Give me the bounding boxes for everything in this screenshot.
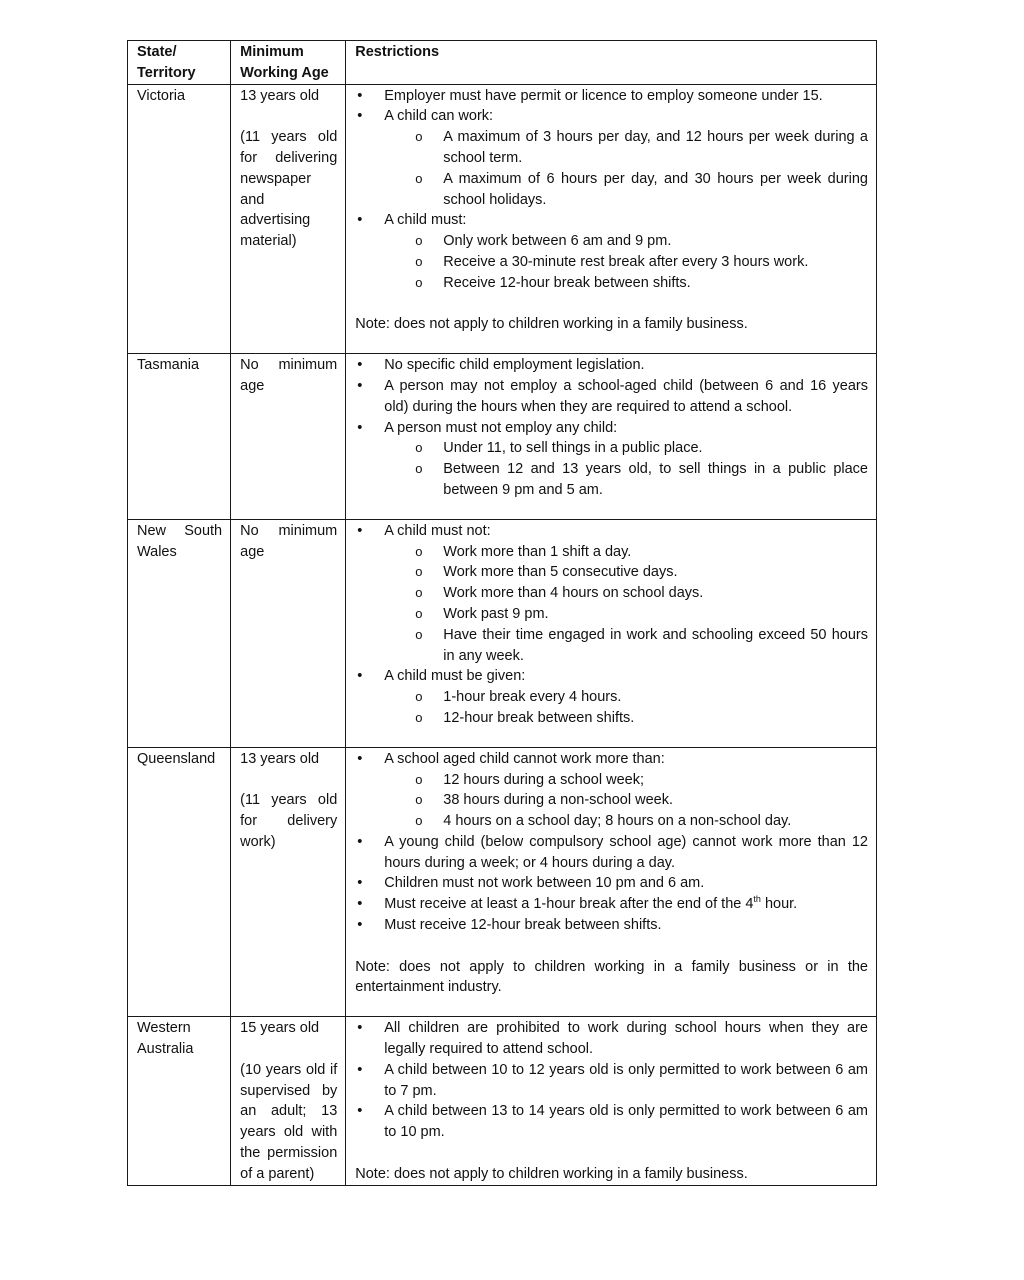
list-item: • Must receive 12-hour break between shifts. — [355, 915, 868, 936]
age-value: No minimum age — [240, 357, 338, 394]
sub-list — [384, 542, 868, 667]
list-item — [355, 894, 868, 915]
restrictions-cell — [346, 354, 877, 520]
table-row-queensland — [128, 747, 877, 1017]
table-row-tasmania — [128, 354, 877, 520]
list-item-text: hour. — [760, 896, 798, 913]
child-employment-table — [127, 40, 877, 1186]
age-value: No minimum age — [240, 522, 338, 560]
header-state: State/ Territory — [128, 41, 231, 85]
list-item-text: A child can work: — [384, 108, 494, 125]
sub-list-item: o Work more than 5 consecutive days. — [384, 562, 868, 583]
sub-list-item: o Have their time engaged in work and schooling exceed 50 hours in any week. — [384, 625, 868, 667]
sub-list — [384, 438, 868, 500]
age-note: (10 years old if supervised by an adult; 13 years old with the permission of a parent) — [240, 1061, 338, 1182]
sub-list-item: o Receive a 30-minute rest break after every 3 hours work. — [384, 252, 868, 273]
restrictions-cell — [346, 519, 877, 747]
age-value: 13 years old — [240, 750, 320, 767]
state-cell: Western Australia — [128, 1017, 231, 1185]
sub-list-item: o A maximum of 6 hours per day, and 30 hours per week during school holidays. — [384, 169, 868, 211]
sub-list-item: o A maximum of 3 hours per day, and 12 hours per week during a school term. — [384, 127, 868, 169]
header-minimum-age: Minimum Working Age — [231, 41, 346, 85]
sub-list-item: o Under 11, to sell things in a public place. — [384, 438, 868, 459]
table-row-new-south-wales — [128, 519, 877, 747]
list-item: • Children must not work between 10 pm and 6 am. — [355, 873, 868, 894]
age-cell — [231, 1017, 346, 1185]
sub-list-item: o Only work between 6 am and 9 pm. — [384, 231, 868, 252]
list-item-text: A child must: — [384, 212, 467, 229]
bullet-list — [355, 749, 868, 936]
age-cell — [231, 84, 346, 354]
sub-list-item: o 38 hours during a non-school week. — [384, 790, 868, 811]
sub-list-item: o Between 12 and 13 years old, to sell things in a public place between 9 pm and 5 am. — [384, 459, 868, 501]
list-item: • A child between 10 to 12 years old is only permitted to work between 6 am to 7 pm. — [355, 1060, 868, 1102]
list-item-text: A school aged child cannot work more than: — [384, 750, 665, 767]
state-cell: Tasmania — [128, 354, 231, 520]
bullet-list — [355, 355, 868, 501]
age-cell — [231, 354, 346, 520]
sub-list — [384, 687, 868, 729]
list-item-text: A person must not employ any child: — [384, 419, 618, 436]
note-text: Note: does not apply to children working in a family business or in the entertainment industry. — [355, 958, 868, 996]
list-item: • A child between 13 to 14 years old is only permitted to work between 6 am to 10 pm. — [355, 1101, 868, 1143]
header-restrictions: Restrictions — [346, 41, 877, 85]
list-item-text: A child must be given: — [384, 668, 526, 685]
sub-list-item: o 12-hour break between shifts. — [384, 708, 868, 729]
list-item — [355, 666, 868, 728]
bullet-list — [355, 521, 868, 729]
sub-list — [384, 231, 868, 293]
bullet-list — [355, 86, 868, 294]
list-item: • All children are prohibited to work during school hours when they are legally required to attend school. — [355, 1018, 868, 1060]
sub-list-item: o Work more than 1 shift a day. — [384, 542, 868, 563]
list-item — [355, 418, 868, 501]
table-row-western-australia — [128, 1017, 877, 1185]
note-text: Note: does not apply to children working in a family business. — [355, 316, 748, 333]
restrictions-cell — [346, 747, 877, 1017]
sub-list-item: o Receive 12-hour break between shifts. — [384, 273, 868, 294]
age-value: 15 years old — [240, 1020, 320, 1037]
sub-list — [384, 127, 868, 210]
header-row — [128, 41, 877, 85]
state-cell: New South Wales — [128, 519, 231, 747]
table-row-victoria — [128, 84, 877, 354]
list-item — [355, 749, 868, 832]
sub-list — [384, 770, 868, 832]
sub-list-item: o 12 hours during a school week; — [384, 770, 868, 791]
state-cell: Queensland — [128, 747, 231, 1017]
list-item: • Employer must have permit or licence to employ someone under 15. — [355, 86, 868, 107]
age-value: 13 years old — [240, 87, 320, 104]
sub-list-item: o Work past 9 pm. — [384, 604, 868, 625]
list-item: • No specific child employment legislation. — [355, 355, 868, 376]
list-item — [355, 106, 868, 210]
sub-list-item: o 1-hour break every 4 hours. — [384, 687, 868, 708]
note-text: Note: does not apply to children working in a family business. — [355, 1165, 748, 1182]
list-item — [355, 210, 868, 293]
age-note: (11 years old for delivery work) — [240, 792, 338, 850]
list-item-text: A child must not: — [384, 522, 491, 539]
restrictions-cell — [346, 84, 877, 354]
sub-list-item: o 4 hours on a school day; 8 hours on a non-school day. — [384, 811, 868, 832]
bullet-list — [355, 1018, 868, 1143]
restrictions-cell — [346, 1017, 877, 1185]
list-item: • A young child (below compulsory school age) cannot work more than 12 hours during a week; or 4 hours during a day. — [355, 832, 868, 874]
age-cell — [231, 747, 346, 1017]
ordinal-suffix: th — [753, 894, 761, 905]
age-cell — [231, 519, 346, 747]
age-note: (11 years old for delivering newspaper and advertising material) — [240, 129, 338, 250]
list-item: • A person may not employ a school-aged child (between 6 and 16 years old) during the hours when they are required to attend a school. — [355, 376, 868, 418]
state-cell: Victoria — [128, 84, 231, 354]
list-item — [355, 521, 868, 667]
sub-list-item: o Work more than 4 hours on school days. — [384, 583, 868, 604]
list-item-text: Must receive at least a 1-hour break after the end of the 4 — [384, 896, 754, 913]
